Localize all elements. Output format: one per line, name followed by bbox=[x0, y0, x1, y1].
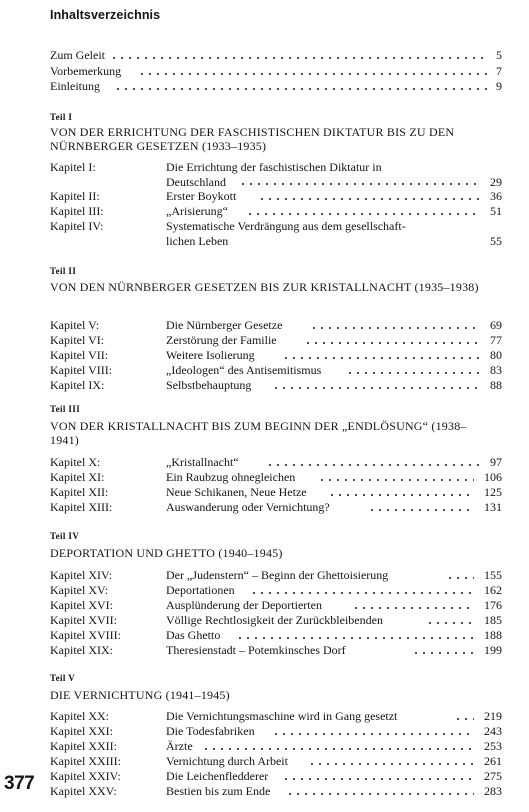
chapter-label: Kapitel XXV: bbox=[50, 784, 117, 798]
dot-leader bbox=[250, 592, 474, 594]
chapter-page: 131 bbox=[484, 500, 502, 514]
dot-leader bbox=[114, 88, 488, 90]
heading: Inhaltsverzeichnis bbox=[50, 8, 161, 22]
chapter-label: Kapitel I: bbox=[50, 160, 96, 174]
entry-title: Zum Geleit bbox=[50, 48, 108, 62]
toc-entry-chapter[interactable] bbox=[50, 378, 502, 392]
chapter-title: Das Ghetto bbox=[166, 628, 221, 642]
dot-leader bbox=[272, 733, 474, 735]
chapter-label: Kapitel XVII: bbox=[50, 613, 117, 627]
entry-title: Vorbemerkung bbox=[50, 64, 122, 78]
chapter-page: 283 bbox=[484, 784, 502, 798]
toc-entry-chapter[interactable] bbox=[50, 784, 502, 798]
toc-entry-chapter[interactable] bbox=[50, 500, 502, 514]
chapter-label: Kapitel XIV: bbox=[50, 568, 113, 582]
dot-leader bbox=[110, 57, 488, 59]
chapter-page: 162 bbox=[484, 583, 502, 597]
chapter-label: Kapitel XVIII: bbox=[50, 628, 121, 642]
toc-entry-chapter[interactable] bbox=[50, 470, 502, 484]
chapter-title: „Kristallnacht“ bbox=[166, 455, 239, 469]
chapter-page: 88 bbox=[490, 378, 502, 392]
dot-leader bbox=[286, 793, 474, 795]
dot-leader bbox=[426, 622, 474, 624]
chapter-label: Kapitel XXIV: bbox=[50, 769, 121, 783]
chapter-title: „Arisierung“ bbox=[166, 204, 228, 218]
chapter-label: Kapitel XXII: bbox=[50, 739, 117, 753]
dot-leader bbox=[308, 763, 474, 765]
chapter-title-line: Die Errichtung der faschistischen Diktatur in bbox=[166, 160, 382, 174]
entry-title: Einleitung bbox=[50, 79, 100, 93]
chapter-label: Kapitel IX: bbox=[50, 378, 105, 392]
dot-leader bbox=[258, 198, 480, 200]
dot-leader bbox=[282, 778, 474, 780]
part-label: Teil V bbox=[50, 673, 76, 683]
chapter-label: Kapitel X: bbox=[50, 455, 101, 469]
toc-entry-chapter[interactable] bbox=[50, 348, 502, 362]
chapter-page: 29 bbox=[490, 175, 502, 189]
chapter-page: 185 bbox=[484, 613, 502, 627]
chapter-label: Kapitel III: bbox=[50, 204, 104, 218]
part-label: Teil IV bbox=[50, 531, 80, 541]
chapter-page: 199 bbox=[484, 643, 502, 657]
chapter-label: Kapitel VIII: bbox=[50, 363, 113, 377]
chapter-label: Kapitel VI: bbox=[50, 333, 105, 347]
chapter-title-line: lichen Leben bbox=[166, 234, 229, 248]
chapter-label: Kapitel XXI: bbox=[50, 724, 113, 738]
chapter-title: „Ideologen“ des Antisemitismus bbox=[166, 363, 322, 377]
chapter-page: 176 bbox=[484, 598, 502, 612]
toc-entry-chapter[interactable] bbox=[50, 643, 502, 657]
chapter-title: Neue Schikanen, Neue Hetze bbox=[166, 485, 307, 499]
dot-leader bbox=[368, 509, 474, 511]
chapter-title: Die Todesfabriken bbox=[166, 724, 255, 738]
chapter-label: Kapitel II: bbox=[50, 189, 100, 203]
chapter-title: Vernichtung durch Arbeit bbox=[166, 754, 288, 768]
chapter-title: Selbstbehauptung bbox=[166, 378, 252, 392]
chapter-title: Ausplünderung der Deportierten bbox=[166, 598, 322, 612]
entry-page: 9 bbox=[496, 79, 502, 93]
chapter-page: 51 bbox=[490, 204, 502, 218]
part-title: VON DEN NÜRNBERGER GESETZEN BIS ZUR KRISTALLNACHT (1935–1938) bbox=[50, 280, 479, 294]
chapter-title: Erster Boykott bbox=[166, 189, 237, 203]
part-title: DIE VERNICHTUNG (1941–1945) bbox=[50, 688, 230, 702]
part-title: VON DER ERRICHTUNG DER FASCHISTISCHEN DIKTATUR BIS ZU DEN NÜRNBERGER GESETZEN (1933–1935) bbox=[50, 125, 455, 153]
chapter-page: 188 bbox=[484, 628, 502, 642]
chapter-title: Auswanderung oder Vernichtung? bbox=[166, 500, 330, 514]
dot-leader bbox=[138, 73, 488, 75]
entry-page: 7 bbox=[496, 64, 502, 78]
part-title: DEPORTATION UND GHETTO (1940–1945) bbox=[50, 546, 283, 560]
chapter-page: 69 bbox=[490, 318, 502, 332]
part-label: Teil III bbox=[50, 404, 81, 414]
chapter-page: 125 bbox=[484, 485, 502, 499]
chapter-label: Kapitel V: bbox=[50, 318, 100, 332]
toc-entry-chapter[interactable] bbox=[50, 568, 502, 582]
chapter-page: 83 bbox=[490, 363, 502, 377]
chapter-label: Kapitel XII: bbox=[50, 485, 109, 499]
toc-entry-chapter[interactable] bbox=[50, 455, 502, 469]
dot-leader bbox=[318, 479, 474, 481]
toc-entry-chapter[interactable] bbox=[50, 598, 502, 612]
part-title: VON DER KRISTALLNACHT BIS ZUM BEGINN DER „ENDLÖSUNG“ (1938–1941) bbox=[50, 419, 467, 447]
dot-leader bbox=[272, 387, 480, 389]
chapter-label: Kapitel XXIII: bbox=[50, 754, 121, 768]
toc-entry-chapter[interactable] bbox=[50, 769, 502, 783]
toc-entry-front[interactable] bbox=[50, 64, 502, 78]
chapter-page: 243 bbox=[484, 724, 502, 738]
toc-entry-chapter[interactable] bbox=[50, 739, 502, 753]
chapter-page: 77 bbox=[490, 333, 502, 347]
chapter-label: Kapitel XVI: bbox=[50, 598, 113, 612]
chapter-title: Deportationen bbox=[166, 583, 235, 597]
chapter-page: 80 bbox=[490, 348, 502, 362]
chapter-page: 36 bbox=[490, 189, 502, 203]
dot-leader bbox=[246, 213, 480, 215]
chapter-page: 275 bbox=[484, 769, 502, 783]
chapter-label: Kapitel XX: bbox=[50, 709, 109, 723]
dot-leader bbox=[239, 183, 480, 185]
dot-leader bbox=[310, 327, 480, 329]
dot-leader bbox=[352, 607, 474, 609]
toc-entry-chapter[interactable] bbox=[50, 363, 502, 377]
chapter-title: Zerstörung der Familie bbox=[166, 333, 277, 347]
chapter-title: Bestien bis zum Ende bbox=[166, 784, 271, 798]
toc-entry-chapter[interactable] bbox=[50, 318, 502, 332]
toc-entry-chapter[interactable] bbox=[50, 204, 502, 218]
chapter-title: Weitere Isolierung bbox=[166, 348, 255, 362]
toc-entry-chapter[interactable] bbox=[50, 628, 502, 642]
toc-entry-chapter[interactable] bbox=[50, 189, 502, 203]
dot-leader bbox=[328, 494, 474, 496]
toc-entry-chapter[interactable] bbox=[50, 485, 502, 499]
chapter-page: 253 bbox=[484, 739, 502, 753]
chapter-page: 155 bbox=[484, 568, 502, 582]
chapter-label: Kapitel XIII: bbox=[50, 500, 113, 514]
toc-entry-chapter[interactable] bbox=[50, 583, 502, 597]
chapter-page: 55 bbox=[490, 234, 502, 248]
dot-leader bbox=[454, 718, 474, 720]
toc-entry-chapter[interactable] bbox=[50, 333, 502, 347]
chapter-label: Kapitel XI: bbox=[50, 470, 105, 484]
toc-entry-front[interactable] bbox=[50, 79, 502, 93]
part-label: Teil II bbox=[50, 266, 77, 276]
chapter-title: Der „Judenstern“ – Beginn der Ghettoisierung bbox=[166, 568, 389, 582]
chapter-page: 97 bbox=[490, 455, 502, 469]
dot-leader bbox=[266, 464, 480, 466]
dot-leader bbox=[346, 372, 480, 374]
part-label: Teil I bbox=[50, 112, 73, 122]
dot-leader bbox=[202, 748, 474, 750]
chapter-title-line: Deutschland bbox=[166, 175, 226, 189]
chapter-label: Kapitel XV: bbox=[50, 583, 109, 597]
chapter-title: Ein Raubzug ohnegleichen bbox=[166, 470, 296, 484]
chapter-title: Völlige Rechtlosigkeit der Zurückbleibenden bbox=[166, 613, 383, 627]
chapter-page: 261 bbox=[484, 754, 502, 768]
chapter-title: Die Leichenfledderer bbox=[166, 769, 269, 783]
chapter-label: Kapitel XIX: bbox=[50, 643, 113, 657]
toc-entry-chapter[interactable] bbox=[50, 754, 502, 768]
chapter-label: Kapitel VII: bbox=[50, 348, 109, 362]
chapter-title: Die Nürnberger Gesetze bbox=[166, 318, 283, 332]
chapter-title-line: Systematische Verdrängung aus dem gesellschaft- bbox=[166, 219, 406, 233]
dot-leader bbox=[236, 637, 474, 639]
chapter-label: Kapitel IV: bbox=[50, 219, 104, 233]
dot-leader bbox=[446, 577, 474, 579]
chapter-page: 219 bbox=[484, 709, 502, 723]
dot-leader bbox=[412, 652, 474, 654]
toc-entry-front[interactable] bbox=[50, 48, 502, 62]
toc-entry-chapter[interactable] bbox=[50, 709, 502, 723]
dot-leader bbox=[282, 357, 480, 359]
chapter-title: Die Vernichtungsmaschine wird in Gang gesetzt bbox=[166, 709, 398, 723]
chapter-title: Ärzte bbox=[166, 739, 193, 753]
chapter-title: Theresienstadt – Potemkinsches Dorf bbox=[166, 643, 346, 657]
toc-entry-chapter[interactable] bbox=[50, 613, 502, 627]
toc-entry-chapter[interactable] bbox=[50, 724, 502, 738]
chapter-page: 106 bbox=[484, 470, 502, 484]
toc-entry-chapter[interactable] bbox=[50, 219, 502, 247]
dot-leader bbox=[304, 342, 480, 344]
page-number: 377 bbox=[4, 773, 35, 794]
entry-page: 5 bbox=[496, 48, 502, 62]
toc-entry-chapter[interactable] bbox=[50, 160, 502, 188]
